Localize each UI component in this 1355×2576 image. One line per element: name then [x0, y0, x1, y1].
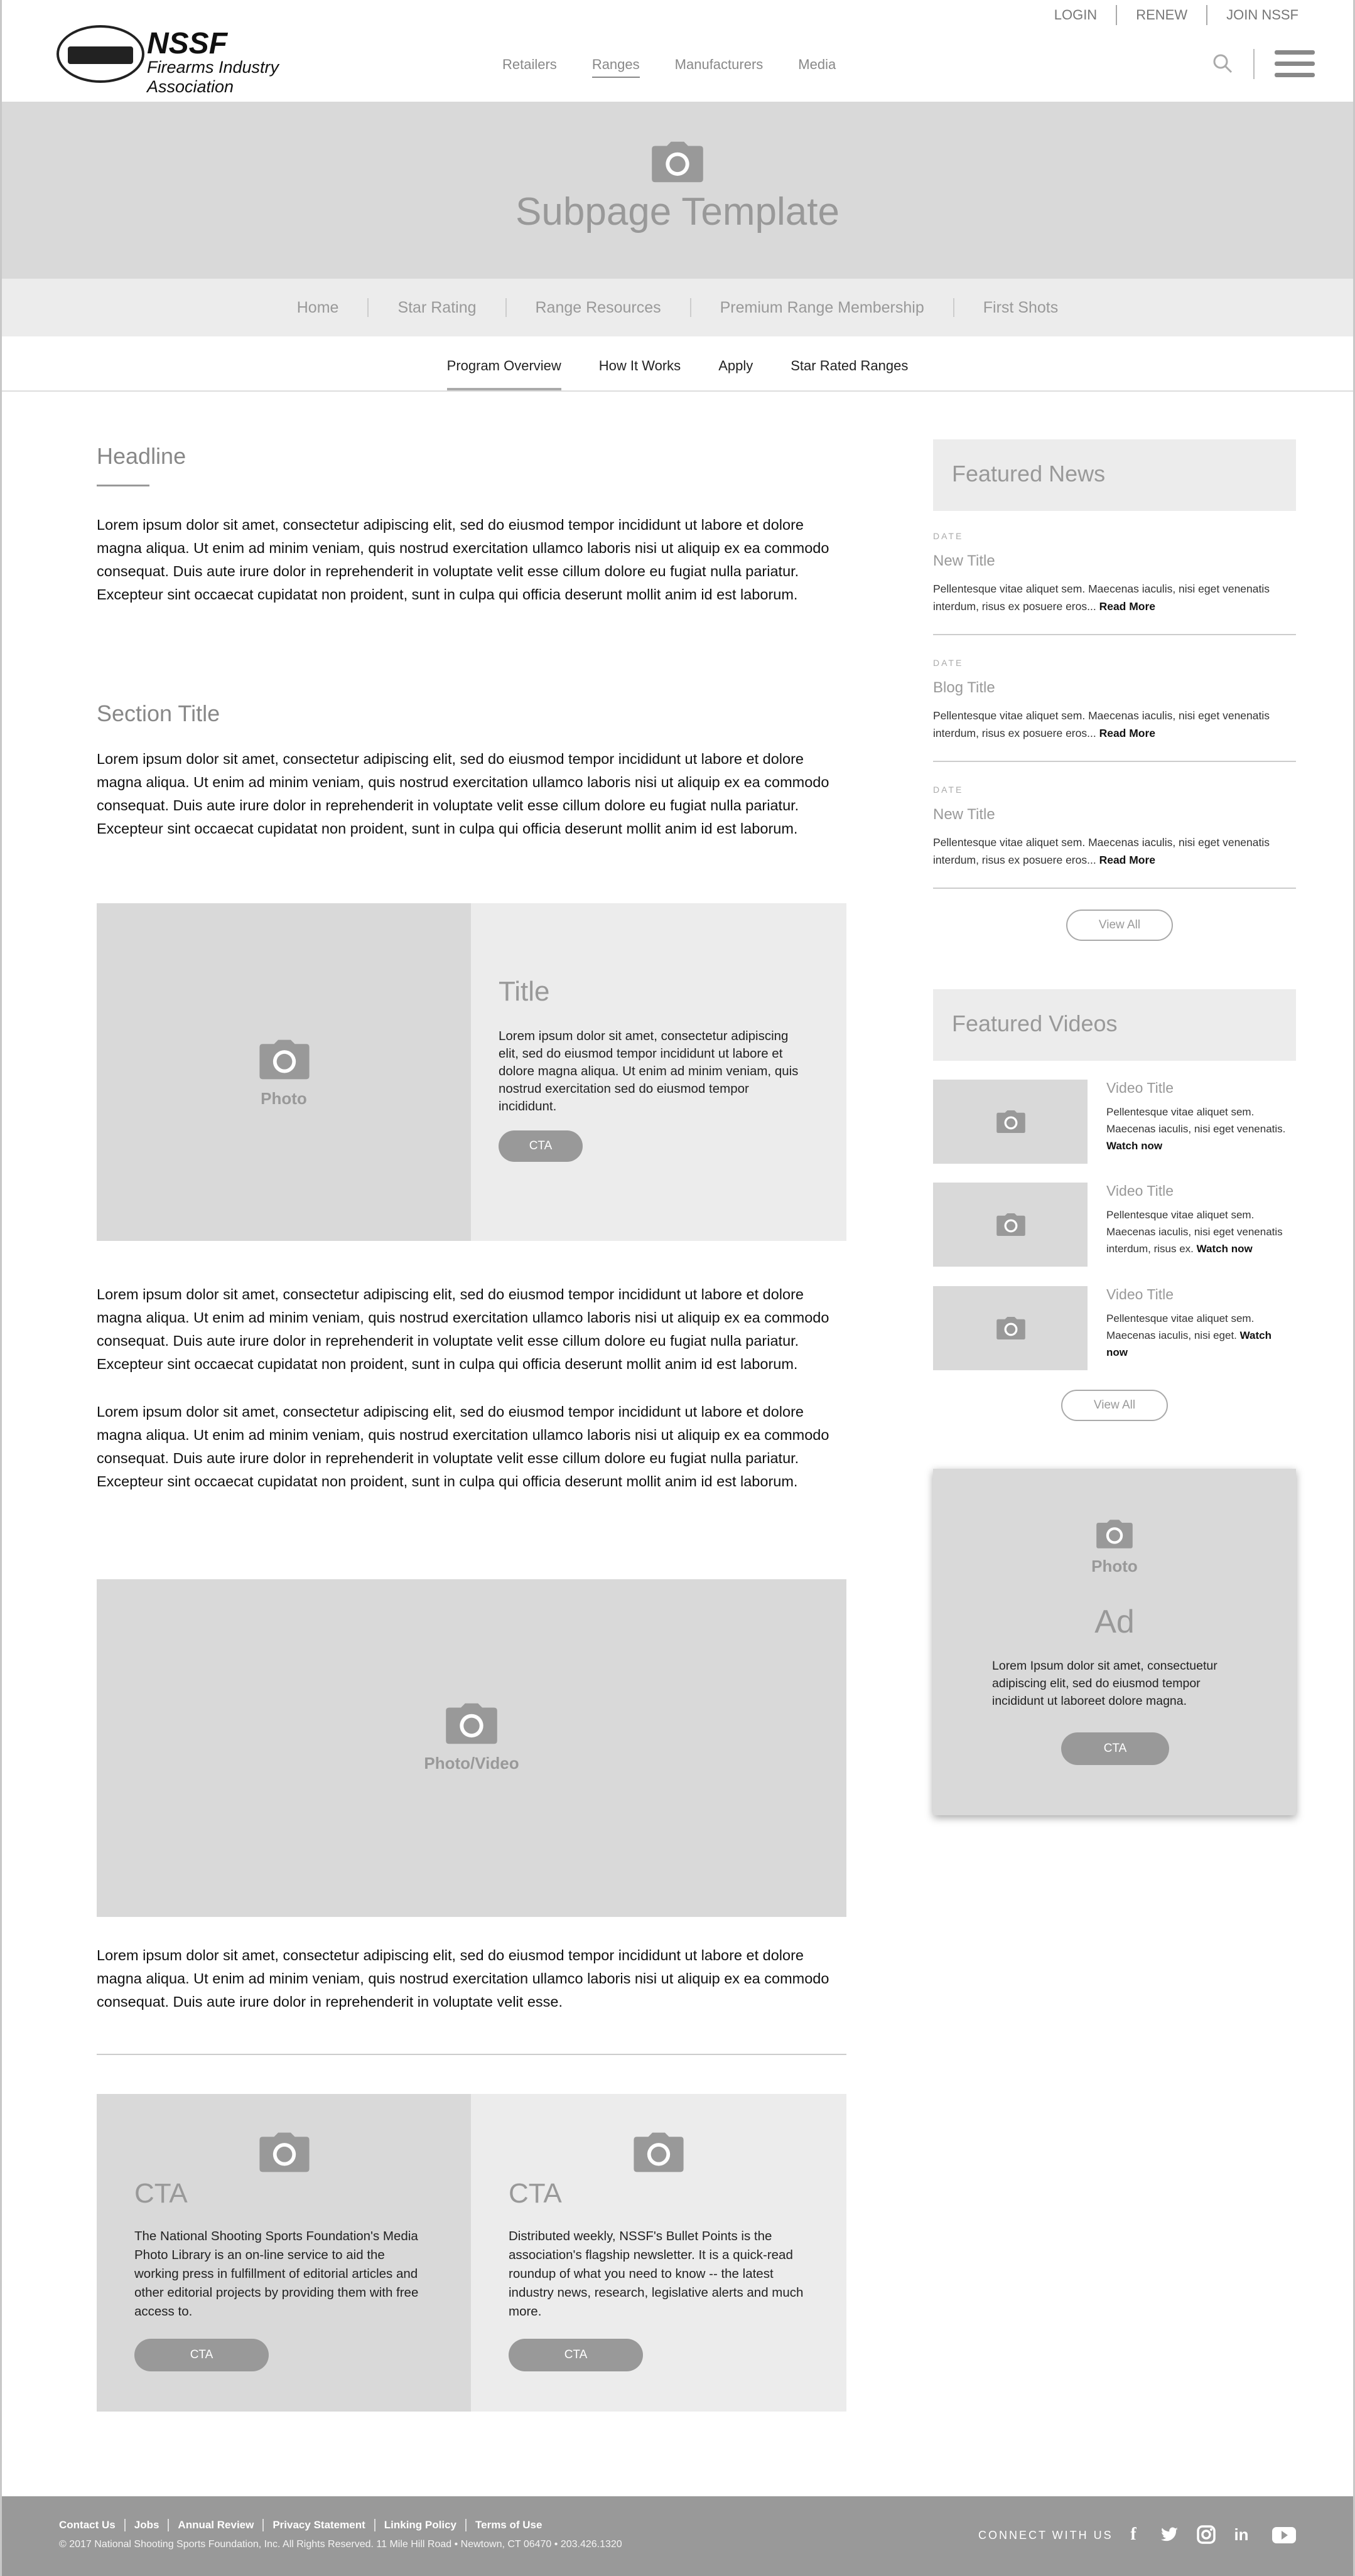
intro-paragraph: Lorem ipsum dolor sit amet, consectetur adipiscing elit, sed do eiusmod tempor incididunt ut labore et dolore magna aliqua. Ut enim ad minim veniam, quis nostrud exercitation ullamco laboris nisi ut aliquip ex ea commodo consequat. Duis aute irure dolor in reprehenderit in voluptate velit esse cillum dolore eu fugiat nulla pariatur. Excepteur sint occaecat cupidatat non proident, sunt in culpa qui officia deserunt mollit anim id est laborum. [97, 517, 829, 603]
feature-card [471, 903, 846, 1241]
read-more-link[interactable]: Read More [1099, 727, 1156, 739]
twitter-icon[interactable] [1158, 2524, 1179, 2545]
media-placeholder[interactable] [97, 1579, 846, 1917]
featured-videos-header: Featured Videos [933, 989, 1296, 1061]
cta-title: CTA [509, 2178, 562, 2209]
cta-card [471, 2094, 846, 2412]
page-title: Subpage Template [516, 190, 839, 233]
camera-icon [996, 1213, 1026, 1237]
video-thumbnail[interactable] [933, 1286, 1088, 1370]
camera-icon [445, 1702, 499, 1745]
cta-text: The National Shooting Sports Foundation's Media Photo Library is an on-line service to aid the working press in fulfillment of editorial articles and other editorial projects by providing them with free access to. [134, 2229, 419, 2319]
cta-button[interactable]: CTA [134, 2339, 269, 2371]
video-description: Pellentesque vitae aliquet sem. Maecenas iaculis, nisi eget venenatis interdum, risus ex. Watch now [1106, 1209, 1283, 1255]
nssf-logo[interactable] [57, 23, 345, 96]
camera-icon [651, 141, 704, 183]
footer [0, 2496, 1355, 2576]
footer-contact-link[interactable]: Contact Us [59, 2519, 116, 2531]
cta-button[interactable]: CTA [509, 2339, 643, 2371]
tab-star-rated-ranges[interactable]: Star Rated Ranges [791, 358, 909, 373]
news-title[interactable]: New Title [933, 806, 995, 823]
section-paragraph: Lorem ipsum dolor sit amet, consectetur adipiscing elit, sed do eiusmod tempor incididunt ut labore et dolore magna aliqua. Ut enim ad minim veniam, quis nostrud exercitation ullamco laboris nisi ut aliquip ex ea commodo consequat. Duis aute irure dolor in reprehenderit in voluptate velit esse cillum dolore eu fugiat nulla pariatur. Excepteur sint occaecat cupidatat non proident, sunt in culpa qui officia deserunt mollit anim id est laborum. [97, 751, 829, 837]
video-title[interactable]: Video Title [1106, 1286, 1174, 1302]
camera-icon [257, 2132, 311, 2173]
ad-text: Lorem Ipsum dolor sit amet, consectuetur adipiscing elit, sed do eiusmod tempor incididunt ut laboreet dolore magna. [992, 1659, 1217, 1708]
footer-terms-link[interactable]: Terms of Use [475, 2519, 543, 2531]
news-date: DATE [933, 531, 964, 541]
tab-apply[interactable]: Apply [718, 358, 753, 373]
video-title[interactable]: Video Title [1106, 1183, 1174, 1199]
nav-media[interactable]: Media [798, 56, 836, 72]
news-excerpt: Pellentesque vitae aliquet sem. Maecenas iaculis, nisi eget venenatis interdum, risus ex posuere eros... Read More [933, 709, 1270, 739]
video-description: Pellentesque vitae aliquet sem. Maecenas iaculis, nisi eget. Watch now [1106, 1312, 1271, 1358]
renew-link[interactable]: RENEW [1136, 7, 1188, 23]
camera-icon [257, 1039, 311, 1080]
video-item[interactable] [933, 1183, 1296, 1267]
menu-icon[interactable] [1275, 50, 1315, 78]
nav-retailers[interactable]: Retailers [502, 56, 557, 72]
camera-icon [1095, 1519, 1134, 1549]
footer-links [59, 2519, 551, 2531]
cta-title: CTA [134, 2178, 188, 2209]
body-paragraph: Lorem ipsum dolor sit amet, consectetur adipiscing elit, sed do eiusmod tempor incididunt ut labore et dolore magna aliqua. Ut enim ad minim veniam, quis nostrud exercitation ullamco laboris nisi ut aliquip ex ea commodo consequat. Duis aute irure dolor in reprehenderit in voluptate velit esse cillum dolore eu fugiat nulla pariatur. Excepteur sint occaecat cupidatat non proident, sunt in culpa qui officia deserunt mollit anim id est laborum. [97, 1286, 829, 1372]
body-paragraph: Lorem ipsum dolor sit amet, consectetur adipiscing elit, sed do eiusmod tempor incididunt ut labore et dolore magna aliqua. Ut enim ad minim veniam, quis nostrud exercitation ullamco laboris nisi ut aliquip ex ea commodo consequat. Duis aute irure dolor in reprehenderit in voluptate velit esse. [97, 1947, 829, 2010]
footer-linking-policy-link[interactable]: Linking Policy [384, 2519, 456, 2531]
news-view-all-button[interactable]: View All [1066, 910, 1173, 941]
video-item[interactable] [933, 1286, 1296, 1370]
feature-cta-button[interactable]: CTA [499, 1130, 583, 1162]
section-nav [0, 279, 1355, 336]
headline-rule [97, 485, 149, 486]
news-item[interactable] [933, 658, 1296, 762]
body-paragraph: Lorem ipsum dolor sit amet, consectetur adipiscing elit, sed do eiusmod tempor incididunt ut labore et dolore magna aliqua. Ut enim ad minim veniam, quis nostrud exercitation ullamco laboris nisi ut aliquip ex ea commodo consequat. Duis aute irure dolor in reprehenderit in voluptate velit esse cillum dolore eu fugiat nulla pariatur. Excepteur sint occaecat cupidatat non proident, sunt in culpa qui officia deserunt mollit anim id est laborum. [97, 1403, 829, 1489]
news-item[interactable] [933, 785, 1296, 889]
video-item[interactable] [933, 1080, 1296, 1164]
news-title[interactable]: Blog Title [933, 679, 995, 696]
feature-title: Title [499, 976, 550, 1007]
login-link[interactable]: LOGIN [1054, 7, 1098, 23]
read-more-link[interactable]: Read More [1099, 854, 1156, 866]
cta-text: Distributed weekly, NSSF's Bullet Points is the association's flagship newsletter. It is a quick-read roundup of what you need to know -- the latest industry news, research, legislative alerts and much more. [509, 2229, 804, 2319]
news-excerpt: Pellentesque vitae aliquet sem. Maecenas iaculis, nisi eget venenatis interdum, risus ex posuere eros... Read More [933, 836, 1270, 866]
news-date: DATE [933, 785, 964, 795]
header-divider [1253, 49, 1255, 79]
facebook-icon[interactable]: f [1130, 2525, 1136, 2544]
linkedin-icon[interactable]: in [1234, 2525, 1249, 2544]
top-utility-links [1035, 5, 1317, 25]
divider [97, 2054, 846, 2055]
video-description: Pellentesque vitae aliquet sem. Maecenas iaculis, nisi eget venenatis. Watch now [1106, 1106, 1286, 1152]
logo-name: Firearms Industry Association [147, 58, 279, 96]
camera-icon [996, 1110, 1026, 1134]
ad-cta-button[interactable]: CTA [1061, 1732, 1169, 1765]
news-title[interactable]: New Title [933, 552, 995, 569]
main-nav [502, 56, 871, 78]
youtube-icon[interactable] [1271, 2524, 1297, 2545]
nav-ranges[interactable]: Ranges [592, 56, 640, 78]
copyright: © 2017 National Shooting Sports Foundation, Inc. All Rights Reserved. 11 Mile Hill Road • Newtown, CT 06470 • 203.426.1320 [59, 2539, 622, 2550]
headline: Headline [97, 443, 186, 469]
footer-annual-review-link[interactable]: Annual Review [178, 2519, 254, 2531]
tab-how-it-works[interactable]: How It Works [598, 358, 681, 373]
camera-icon [632, 2132, 686, 2173]
feature-photo [97, 903, 471, 1241]
logo-emblem [57, 25, 144, 83]
ad-card[interactable] [933, 1469, 1296, 1815]
news-item[interactable] [933, 531, 1296, 635]
footer-jobs-link[interactable]: Jobs [134, 2519, 159, 2531]
section-nav-star-rating[interactable]: Star Rating [397, 298, 477, 316]
featured-news-header: Featured News [933, 439, 1296, 511]
video-thumbnail[interactable] [933, 1080, 1088, 1164]
photo-label: Photo [261, 1089, 307, 1108]
section-nav-home[interactable]: Home [296, 298, 339, 316]
read-more-link[interactable]: Read More [1099, 600, 1156, 613]
watch-now-link[interactable]: Watch now [1196, 1243, 1253, 1255]
feature-text: Lorem ipsum dolor sit amet, consectetur adipiscing elit, sed do eiusmod tempor incididunt ut labore et dolore magna aliqua. Ut enim ad minim veniam, quis nostrud exercitation sed do eiusmod tempor incididunt. [499, 1029, 799, 1114]
section-nav-range-resources[interactable]: Range Resources [535, 298, 661, 316]
logo-abbr: NSSF [147, 27, 228, 60]
join-link[interactable]: JOIN NSSF [1226, 7, 1298, 23]
watch-now-link[interactable]: Watch now [1106, 1329, 1271, 1358]
tab-program-overview[interactable]: Program Overview [447, 336, 561, 390]
video-thumbnail[interactable] [933, 1183, 1088, 1267]
hero-banner [0, 102, 1355, 279]
section-nav-first-shots[interactable]: First Shots [983, 298, 1059, 316]
watch-now-link[interactable]: Watch now [1106, 1140, 1163, 1152]
video-title[interactable]: Video Title [1106, 1080, 1174, 1096]
camera-icon [996, 1316, 1026, 1340]
videos-view-all-button[interactable]: View All [1061, 1390, 1168, 1421]
media-label: Photo/Video [424, 1754, 519, 1773]
ad-photo-label: Photo [1091, 1557, 1138, 1575]
nav-manufacturers[interactable]: Manufacturers [674, 56, 764, 72]
news-date: DATE [933, 658, 964, 668]
news-excerpt: Pellentesque vitae aliquet sem. Maecenas iaculis, nisi eget venenatis interdum, risus ex posuere eros... Read More [933, 582, 1270, 613]
ad-title: Ad [1094, 1604, 1135, 1640]
section-nav-premium-membership[interactable]: Premium Range Membership [720, 298, 924, 316]
search-icon[interactable] [1212, 53, 1233, 74]
footer-privacy-link[interactable]: Privacy Statement [273, 2519, 365, 2531]
cta-card [97, 2094, 472, 2412]
section-title: Section Title [97, 700, 220, 726]
instagram-icon[interactable] [1196, 2524, 1217, 2545]
page-tabs [0, 336, 1355, 392]
connect-label: CONNECT WITH US [978, 2529, 1113, 2541]
